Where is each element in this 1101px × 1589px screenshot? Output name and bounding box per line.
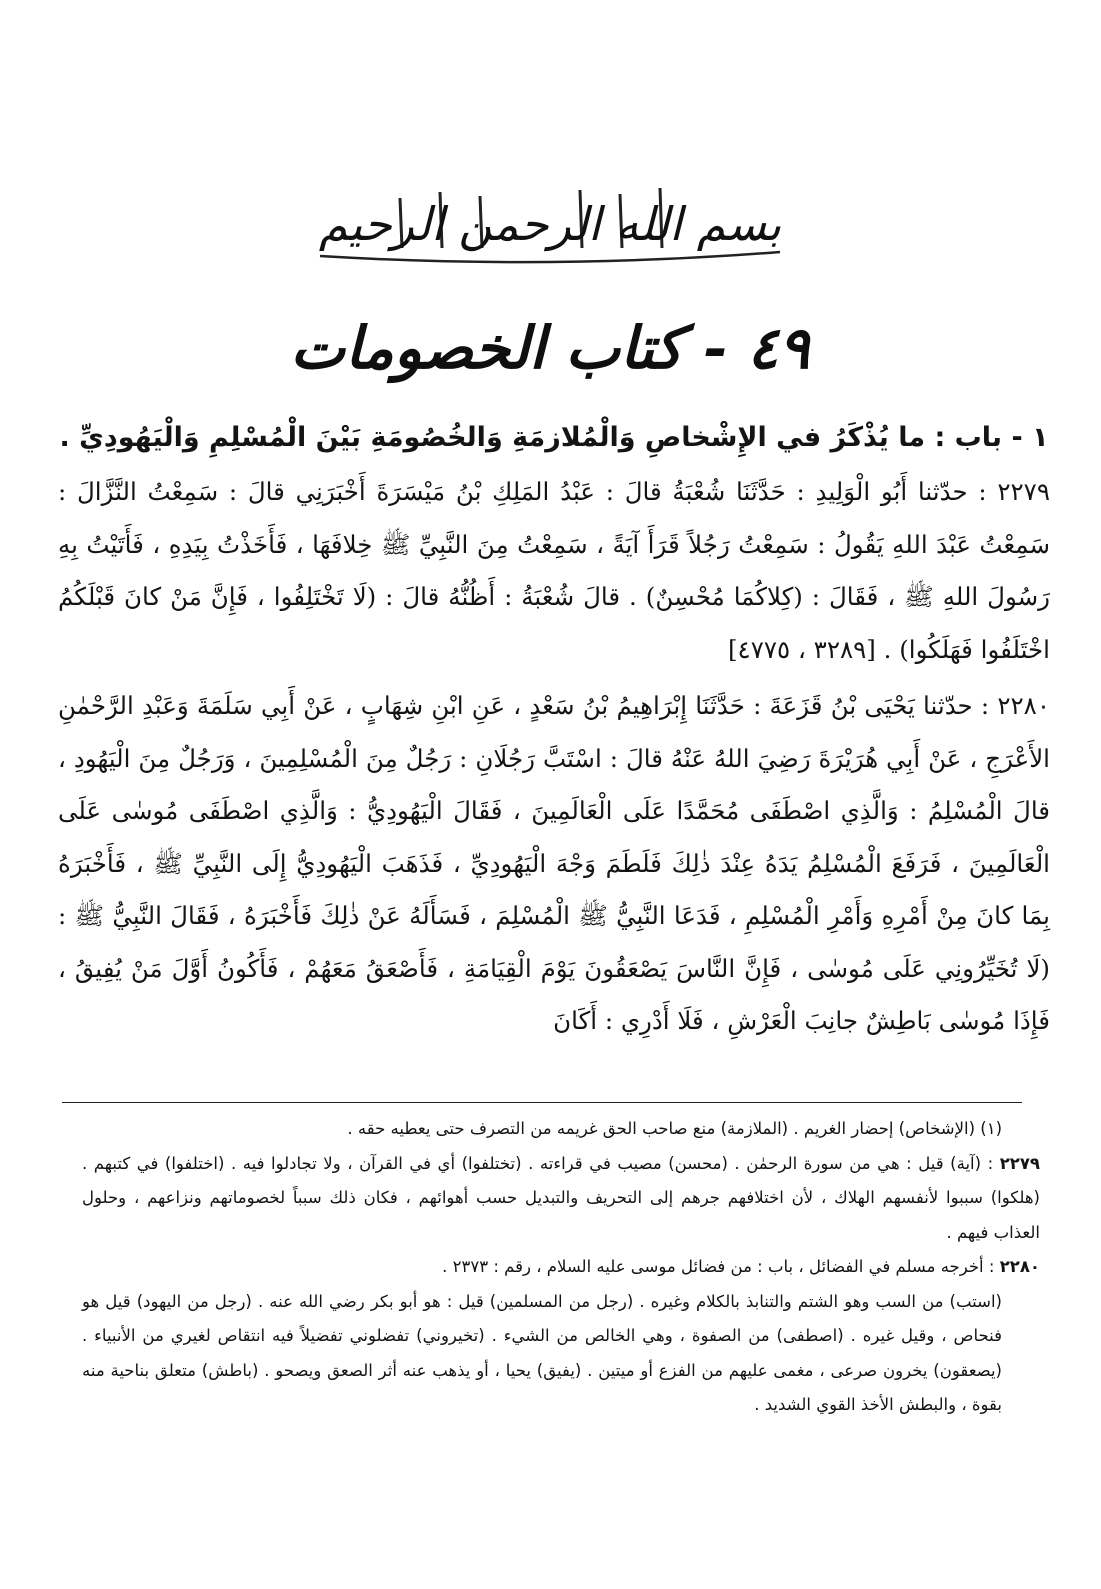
footnote-divider: [62, 1102, 1022, 1103]
footnote-2280-text: : أخرجه مسلم في الفضائل ، باب : من فضائل موسى عليه السلام ، رقم : ٢٣٧٣ .: [442, 1257, 995, 1276]
book-title: ٤٩ - كتاب الخصومات: [290, 314, 810, 382]
hadith-2279: ٢٢٧٩ : حدّثنا أَبُو الْوَلِيدِ : حَدَّثَنَا شُعْبَةُ قالَ : عَبْدُ المَلِكِ بْنُ مَيْسَرَةَ أَخْبَرَنِي قالَ : سَمِعْتُ النَّزَّالَ : سَمِعْتُ عَبْدَ اللهِ يَقُولُ : سَمِعْتُ رَجُلاً قَرَأَ آيَةً ، سَمِعْتُ مِنَ النَّبِيِّ ﷺ خِلافَهَا ، فَأَخَذْتُ بِيَدِهِ ، فَأَتَيْتُ بِهِ رَسُولَ اللهِ ﷺ ، فَقَالَ : (كِلاكُمَا مُحْسِنٌ) . قالَ شُعْبَةُ : أَظُنُّهُ قالَ : (لَا تَخْتَلِفُوا ، فَإِنَّ مَنْ كانَ قَبْلَكُمُ اخْتَلَفُوا فَهَلَكُوا) . [٣٢٨٩ ، ٤٧٧٥]: [58, 477, 1050, 664]
basmala-calligraphy: [280, 178, 820, 270]
footnote-2280: [82, 1250, 1040, 1285]
hadith-2280: ٢٢٨٠ : حدّثنا يَحْيَى بْنُ قَزَعَةَ : حَدَّثَنَا إِبْرَاهِيمُ بْنُ سَعْدٍ ، عَنِ ابْنِ شِهَابٍ ، عَنْ أَبِي سَلَمَةَ وَعَبْدِ الرَّحْمٰنِ الأَعْرَجِ ، عَنْ أَبِي هُرَيْرَةَ رَضِيَ اللهُ عَنْهُ قالَ : اسْتَبَّ رَجُلَانِ : رَجُلٌ مِنَ الْمُسْلِمِينَ ، وَرَجُلٌ مِنَ الْيَهُودِ ، قالَ الْمُسْلِمُ : وَالَّذِي اصْطَفَى مُحَمَّدًا عَلَى الْعَالَمِينَ ، فَقَالَ الْيَهُودِيُّ : وَالَّذِي اصْطَفَى مُوسٰى عَلَى الْعَالَمِينَ ، فَرَفَعَ الْمُسْلِمُ يَدَهُ عِنْدَ ذٰلِكَ فَلَطَمَ وَجْهَ الْيَهُودِيِّ ، فَذَهَبَ الْيَهُودِيُّ إِلَى النَّبِيِّ ﷺ ، فَأَخْبَرَهُ بِمَا كانَ مِنْ أَمْرِهِ وَأَمْرِ الْمُسْلِمِ ، فَدَعَا النَّبِيُّ ﷺ الْمُسْلِمَ ، فَسَأَلَهُ عَنْ ذٰلِكَ فَأَخْبَرَهُ ، فَقَالَ النَّبِيُّ ﷺ : (لَا تُخَيِّرُونِي عَلَى مُوسٰى ، فَإِنَّ النَّاسَ يَصْعَقُونَ يَوْمَ الْقِيَامَةِ ، فَأَصْعَقُ مَعَهُمْ ، فَأَكُونُ أَوَّلَ مَنْ يُفِيقُ ، فَإِذَا مُوسٰى بَاطِشٌ جانِبَ الْعَرْشِ ، فَلَا أَدْرِي : أَكَانَ: [58, 691, 1050, 1035]
footnotes: [82, 1112, 1040, 1423]
footnote-2279-text: : (آية) قيل : هي من سورة الرحمٰن . (محسن) مصيب في قراءته . (تختلفوا) أي في القرآن ، ولا تجادلوا فيه . (اختلفوا) في كتبهم . (هلكوا) سببوا لأنفسهم الهلاك ، لأن اختلافهم جرهم إلى التحريف والتبديل حسب أهوائهم ، فكان ذلك سبباً لخصوماتهم ونزاعهم ، وحلول العذاب فيهم .: [82, 1153, 1040, 1242]
footnote-number: ٢٢٧٩: [999, 1153, 1040, 1173]
footnote-2279: [82, 1147, 1040, 1251]
footnote-number: ٢٢٨٠: [999, 1257, 1040, 1276]
main-text: [58, 412, 1050, 1048]
footnote-2280-explanation: (استب) من السب وهو الشتم والتنابذ بالكلام وغيره . (رجل من المسلمين) قيل : هو أبو بكر رضي الله عنه . (رجل من اليهود) قيل هو فنحاص ، وقيل غيره . (اصطفى) من الصفوة ، وهي الخالص من الشيء . (تخيروني) تفضلوني تفضيلاً فيه انتقاص لغيري من الأنبياء . (يصعقون) يخرون صرعى ، مغمى عليهم من الفزع أو ميتين . (يفيق) يحيا ، أو يذهب عنه أثر الصعق ويصحو . (باطش) متعلق بناحية منه بقوة ، والبطش الأخذ القوي الشديد .: [82, 1291, 1002, 1414]
basmala-text: بسم الله الرحمن الرحيم: [318, 197, 782, 251]
footnote-1: (١) (الإشخاص) إحضار الغريم . (الملازمة) منع صاحب الحق غريمه من التصرف حتى يعطيه حقه .: [347, 1119, 1002, 1138]
chapter-heading: ١ - باب : ما يُذْكَرُ في الإِشْخاصِ وَالْمُلازمَةِ وَالخُصُومَةِ بَيْنَ الْمُسْلِمِ وَالْيَهُودِيِّ .: [59, 422, 1049, 453]
